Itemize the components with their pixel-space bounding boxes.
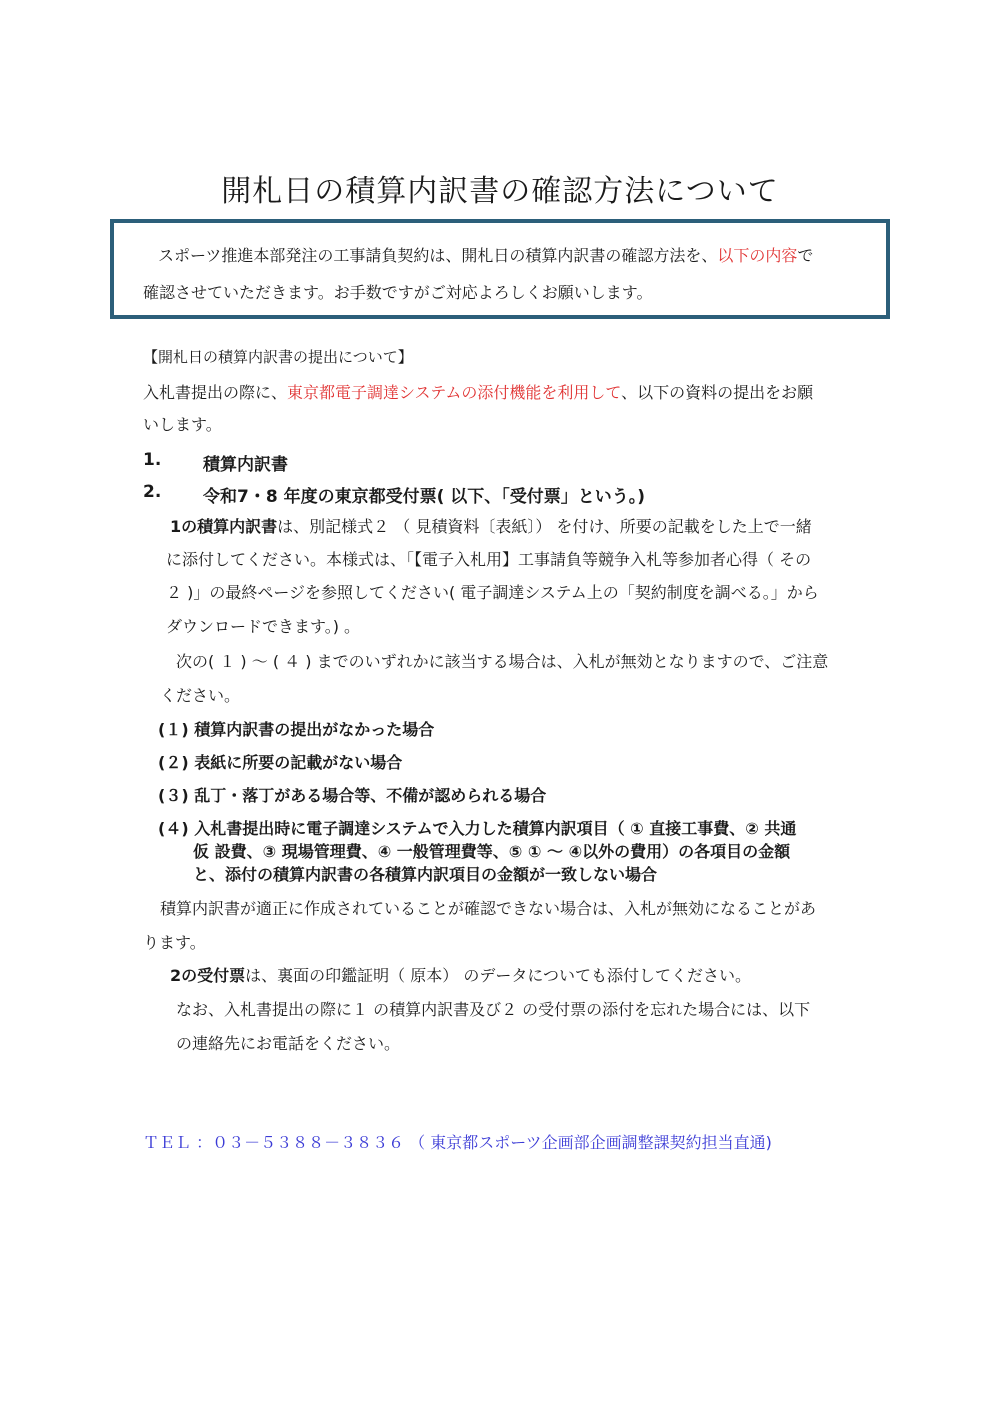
intro-line-1: 入札書提出の際に、東京都電子調達システムの添付機能を利用して、以下の資料の提出をお願 xyxy=(143,383,814,402)
contact-phone: ＴＥＬ ：０３－５３８８－３８３６ （ 東京都スポーツ企画部企画調整課契約担当直通) xyxy=(143,1133,772,1152)
condition-4: (４) 入札書提出時に電子調達システムで入力した積算内訳項目（ ① 直接工事費、② 共通 xyxy=(158,819,797,838)
page-title: 開札日の積算内訳書の確認方法について xyxy=(221,174,779,209)
notice-line-2: 確認させていただきます。お手数ですがご対応よろしくお願いします。 xyxy=(143,283,653,302)
notice-line-1: スポーツ推進本部発注の工事請負契約は、開札日の積算内訳書の確認方法を、以下の内容で xyxy=(158,246,814,265)
para1-line-2: に添付してください。本様式は、「【電子入札用】工事請負等競争入札等参加者心得（ その xyxy=(166,550,812,569)
section-heading: 【開札日の積算内訳書の提出について】 xyxy=(143,348,413,366)
condition-4-cont-2: と、添付の積算内訳書の各積算内訳項目の金額が一致しない場合 xyxy=(193,865,658,884)
notice-box xyxy=(110,219,890,319)
para4: 2の受付票は、裏面の印鑑証明（ 原本） のデータについても添付してください。 xyxy=(170,966,751,985)
para5-line-2: の連絡先にお電話をください。 xyxy=(176,1034,401,1053)
item-2-number: 2. xyxy=(143,482,162,502)
para2-line-2: ください。 xyxy=(160,686,241,705)
intro-highlight: 東京都電子調達システムの添付機能を利用して xyxy=(287,383,622,402)
item-1-number: 1. xyxy=(143,450,162,470)
condition-4-cont-1: 仮 設費、③ 現場管理費、④ 一般管理費等、⑤ ① ～ ④以外の費用）の各項目の金額 xyxy=(193,842,791,861)
notice-highlight: 以下の内容 xyxy=(717,246,798,265)
item-2-text: 令和7・8 年度の東京都受付票( 以下、「受付票」という。) xyxy=(203,487,646,507)
intro-line-2: いします。 xyxy=(143,415,222,434)
para3-line-2: ります。 xyxy=(143,933,206,952)
item-1-text: 積算内訳書 xyxy=(203,455,288,475)
para1-line-3: ２ )」の最終ページを参照してください( 電子調達システム上の「契約制度を調べる。」から xyxy=(166,583,819,602)
condition-2: (２) 表紙に所要の記載がない場合 xyxy=(158,753,403,772)
para1-line-1: 1の積算内訳書は、別記様式２ （ 見積資料〔表紙〕） を付け、所要の記載をした上で一緒 xyxy=(170,517,812,536)
para2-line-1: 次の( １ ) ～ ( ４ ) までのいずれかに該当する場合は、入札が無効となりますので、ご注意 xyxy=(176,652,829,671)
condition-3: (３) 乱丁・落丁がある場合等、不備が認められる場合 xyxy=(158,786,547,805)
condition-1: (１) 積算内訳書の提出がなかった場合 xyxy=(158,720,435,739)
para1-line-4: ダウンロードできます。) 。 xyxy=(166,617,361,636)
para5-line-1: なお、入札書提出の際に１ の積算内訳書及び２ の受付票の添付を忘れた場合には、以下 xyxy=(176,1000,811,1019)
para3-line-1: 積算内訳書が適正に作成されていることが確認できない場合は、入札が無効になることがあ xyxy=(160,899,817,918)
